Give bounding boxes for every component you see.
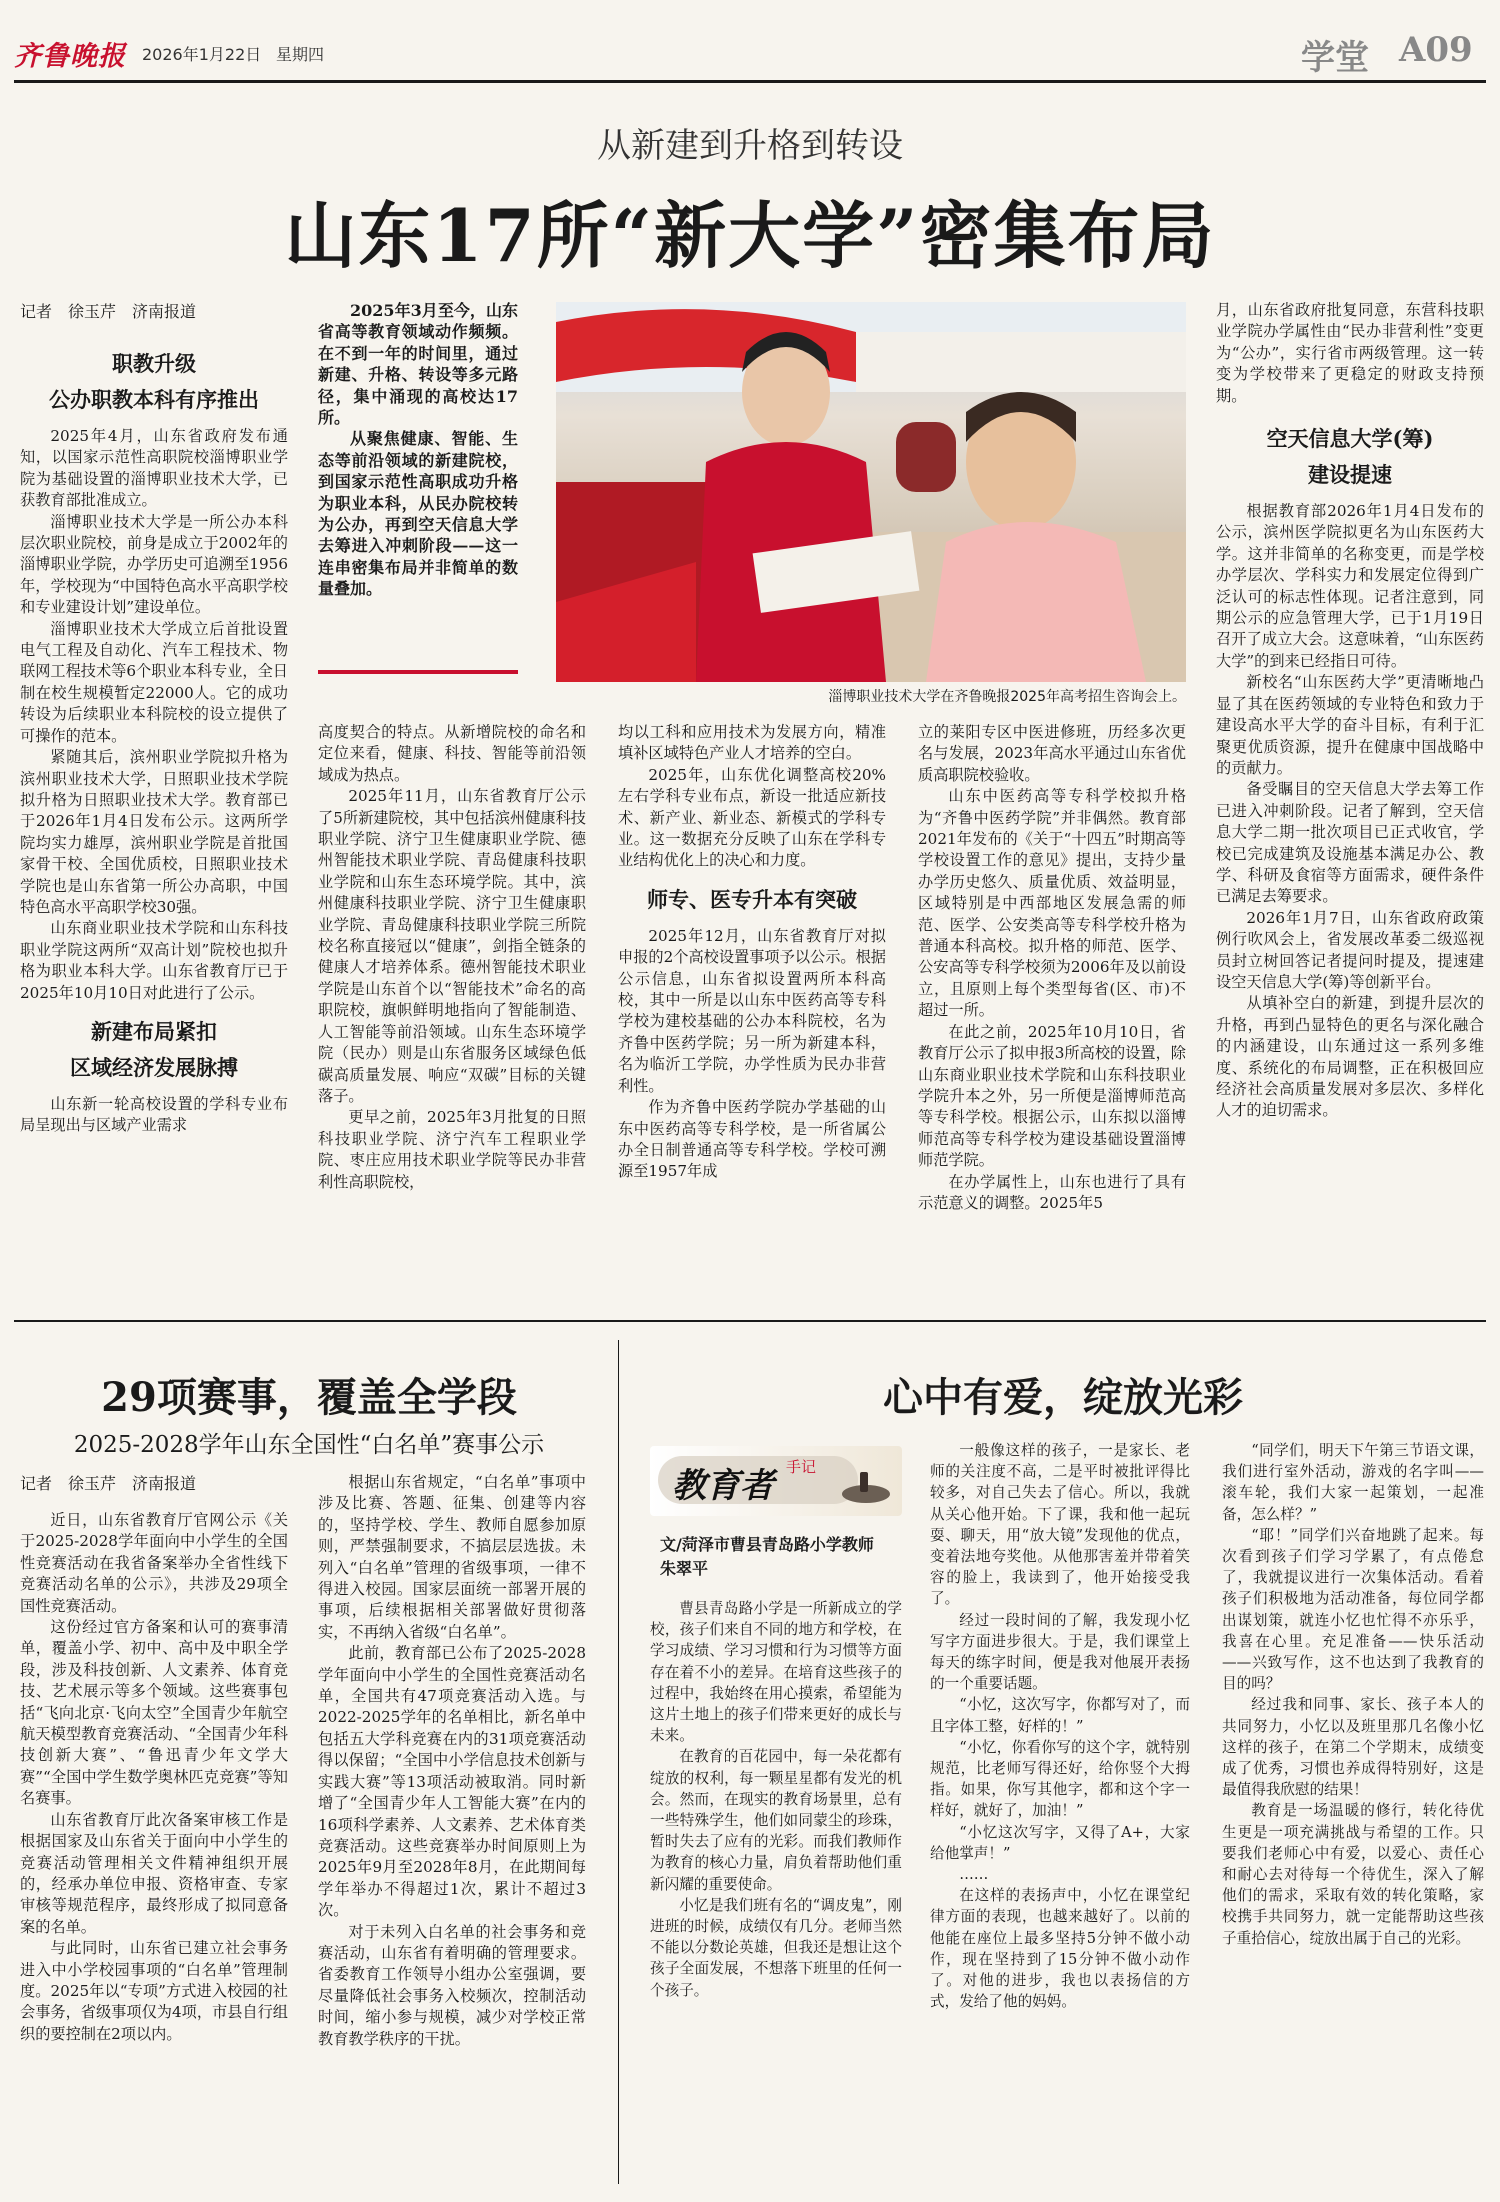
paragraph: 在办学属性上，山东也进行了具有示范意义的调整。2025年5	[918, 1172, 1186, 1212]
paragraph: 与此同时，山东省已建立社会事务进入中小学校园事项的“白名单”管理制度。2025年以“专项”方式进入校园的社会事务，省级事项仅为4项，市县自行组织的要控制在2项以内。	[20, 1939, 288, 2043]
subhead-layout-2: 区域经济发展脉搏	[70, 1054, 238, 1080]
paragraph: “小忆这次写字，又得了A+，大家给他掌声！”	[930, 1823, 1190, 1862]
paragraph: 作为齐鲁中医药学院办学基础的山东中医药高等专科学校，是一所省属公办全日制普通高等专科学校。学校可溯源至1957年成	[618, 1098, 886, 1181]
header-rule	[14, 80, 1486, 83]
paragraph: 新校名“山东医药大学”更清晰地凸显了其在医药领域的专业特色和致力于建设高水平大学的奋斗目标，有利于汇聚更优质资源，提升在健康中国战略中的贡献力。	[1216, 673, 1484, 777]
article3-author-line1: 文/菏泽市曹县青岛路小学教师	[660, 1535, 874, 1554]
paragraph: 近日，山东省教育厅官网公示《关于2025-2028学年面向中小学生的全国性竞赛活动在我省备案举办全省性线下竞赛活动名单的公示》，共涉及29项全国性竞赛活动。	[20, 1511, 288, 1615]
article2-byline: 记者 徐玉芹 济南报道	[20, 1474, 197, 1493]
issue-date: 2026年1月22日	[142, 45, 262, 64]
masthead	[14, 28, 1486, 76]
paragraph: 均以工科和应用技术为发展方向，精准填补区域特色产业人才培养的空白。	[618, 723, 886, 763]
paragraph: 2025年11月，山东省教育厅公示了5所新建院校，其中包括滨州健康科技职业学院、济宁卫生健康职业学院、德州智能技术职业学院、青岛健康科技职业学院和山东生态环境学院。其中，滨州健康科技职业学院、济宁卫生健康职业学院、青岛健康科技职业学院三所院校名称直接冠以“健康”，剑指全链条的健康人才培养体系。德州智能技术职业学院是山东首个以“智能技术”命名的高职院校，旗帜鲜明地指向了智能制造、人工智能等前沿领域。山东生态环境学院（民办）则是山东省服务区域绿色低碳高质量发展、响应“双碳”目标的关键落子。	[318, 787, 586, 1105]
paragraph: 山东商业职业技术学院和山东科技职业学院这两所“双高计划”院校也拟升格为职业本科大学。山东省教育厅已于2025年10月10日对此进行了公示。	[20, 919, 288, 1002]
paragraph: 此前，教育部已公布了2025-2028学年面向中小学生的全国性竞赛活动名单，全国共有47项竞赛活动入选。与2022-2025学年的名单相比，新名单中包括五大学科竞赛在内的31项竞赛活动得以保留；“全国中小学信息技术创新与实践大赛”等13项活动被取消。同时新增了“全国青少年人工智能大赛”在内的16项科学素养、人文素养、艺术体育类竞赛活动。这些竞赛举办时间原则上为2025年9月至2028年8月，在此期间每学年举办不得超过1次，累计不超过3次。	[318, 1644, 586, 1920]
paragraph: 山东省教育厅此次备案审核工作是根据国家及山东省关于面向中小学生的竞赛活动管理相关文件精神组织开展的，经承办单位申报、资格审查、专家审核等规范程序，最终形成了拟同意备案的名单。	[20, 1810, 288, 1936]
paragraph: 2026年1月7日，山东省政府政策例行吹风会上，省发展改革委二级巡视员封立树回答记者提问时提及，提速建设空天信息大学(筹)等创新平台。	[1216, 908, 1484, 991]
paragraph: 山东新一轮高校设置的学科专业布局呈现出与区域产业需求	[20, 1094, 288, 1135]
paragraph: ……	[959, 1866, 989, 1884]
column-badge	[650, 1446, 902, 1516]
article3-title: 心中有爱，绽放光彩	[883, 1374, 1243, 1421]
paragraph: 根据山东省规定，“白名单”事项中涉及比赛、答题、征集、创建等内容的，坚持学校、学生、教师自愿参加原则，严禁强制要求，不搞层层选拔。未列入“白名单”管理的省级事项，一律不得进入校园。国家层面统一部署开展的事项，后续根据相关部署做好贯彻落实，不再纳入省级“白名单”。	[318, 1473, 586, 1641]
subhead-layout: 新建布局紧扣	[91, 1018, 217, 1044]
paragraph: 备受瞩目的空天信息大学去筹工作已进入冲刺阶段。记者了解到，空天信息大学二期一批次项目已正式收官，学校已完成建筑及设施基本满足办公、教学、科研及食宿等方面需求，硬件条件已满足去筹要求。	[1216, 780, 1484, 906]
paragraph: 一般像这样的孩子，一是家长、老师的关注度不高，二是平时被批评得比较多，对自己失去了信心。所以，我就从关心他开始。下了课，我和他一起玩耍、聊天，用“放大镜”发现他的优点，变着法地夸奖他。从他那害羞并带着笑容的脸上，我读到了，他开始接受我了。	[930, 1442, 1190, 1608]
subhead-vocational: 职教升级	[112, 351, 196, 376]
article1-column-4	[918, 722, 1186, 1300]
paragraph: 经过我和同事、家长、孩子本人的共同努力，小忆以及班里那几名像小忆这样的孩子，在第二个学期末，成绩变成了优秀，习惯也养成得特别好，这是最值得我欣慰的结果！	[1222, 1696, 1484, 1799]
article1-title: 山东17所“新大学”密集布局	[284, 193, 1216, 278]
paragraph: 高度契合的特点。从新增院校的命名和定位来看，健康、科技、智能等前沿领域成为热点。	[318, 723, 586, 784]
article1-photo	[556, 302, 1186, 682]
paragraph: 在这样的表扬声中，小忆在课堂纪律方面的表现，也越来越好了。以前的他能在座位上最多坚持5分钟不做小动作，现在坚持到了15分钟不做小动作了。对他的进步，我也以表扬信的方式，发给了他的妈妈。	[930, 1887, 1190, 2011]
article1-column-1	[20, 300, 288, 1300]
article2-column-2	[318, 1472, 586, 2184]
article1-kicker: 从新建到升格到转设	[597, 126, 903, 166]
paragraph: 淄博职业技术大学是一所公办本科层次职业院校，前身是成立于2002年的淄博职业学院，办学历史可追溯至1956年，学校现为“中国特色高水平高职学校和专业建设计划”建设单位。	[20, 512, 288, 617]
column-name: 教育者	[672, 1466, 774, 1506]
paragraph: 小忆是我们班有名的“调皮鬼”，刚进班的时候，成绩仅有几分。老师当然不能以分数论英雄，但我还是想让这个孩子全面发展，不想落下班里的任何一个孩子。	[650, 1896, 902, 1999]
lead-underline	[318, 670, 518, 674]
paragraph: “小忆，这次写字，你都写对了，而且字体工整，好样的！”	[930, 1696, 1190, 1735]
article1-byline: 记者 徐玉芹 济南报道	[20, 302, 197, 321]
article3-column-2	[930, 1440, 1190, 2184]
paragraph: 这份经过官方备案和认可的赛事清单，覆盖小学、初中、高中及中职全学段，涉及科技创新、人文素养、体育竞技、艺术展示等多个领域。这些赛事包括“飞向北京·飞向太空”全国青少年航空航天模型教育竞赛活动、“全国青少年科技创新大赛”、“鲁迅青少年文学大赛”“全国中学生数学奥林匹克竞赛”等知名赛事。	[20, 1618, 288, 1808]
article2-column-1	[20, 1472, 288, 2184]
paragraph: 在教育的百花园中，每一朵花都有绽放的权利，每一颗星星都有发光的机会。然而，在现实的教育场景里，总有一些特殊学生，他们如同蒙尘的珍珠，暂时失去了应有的光彩。而我们教师作为教育的核心力量，肩负着帮助他们重新闪耀的重要使命。	[650, 1748, 902, 1893]
paragraph: 月，山东省政府批复同意，东营科技职业学院办学属性由“民办非营利性”变更为“公办”，实行省市两级管理。这一转变为学校带来了更稳定的财政支持预期。	[1216, 301, 1484, 405]
article3-column-3	[1222, 1440, 1484, 2184]
paragraph: 山东中医药高等专科学校拟升格为“齐鲁中医药学院”并非偶然。教育部2021年发布的《关于“十四五”时期高等学校设置工作的意见》提出，支持少量办学历史悠久、质量优质、效益明显，区域特别是中西部地区发展急需的师范、医学、公安类高等专科学校升格为普通本科高校。拟升格的师范、医学、公安高等专科学校须为2006年及以前设立，且原则上每个类型每省(区、市)不超过一所。	[918, 787, 1186, 1020]
paragraph: 根据教育部2026年1月4日发布的公示，滨州医学院拟更名为山东医药大学。这并非简单的名称变更，而是学校办学层次、学科实力和发展定位得到广泛认可的标志性体现。记者注意到，同期公示的应急管理大学，已于1月19日召开了成立大会。这意味着，“山东医药大学”的到来已经指日可待。	[1216, 502, 1484, 670]
section-name: 学堂	[1301, 38, 1369, 78]
article2-subtitle: 2025-2028学年山东全国性“白名单”赛事公示	[73, 1432, 545, 1458]
photo-caption: 淄博职业技术大学在齐鲁晚报2025年高考招生咨询会上。	[828, 689, 1186, 705]
paragraph: 教育是一场温暖的修行，转化待优生更是一项充满挑战与希望的工作。只要我们老师心中有爱，以爱心、责任心和耐心去对待每一个待优生，深入了解他们的需求，采取有效的转化策略，家校携手共同努力，就一定能帮助这些孩子重拾信心，绽放出属于自己的光彩。	[1222, 1802, 1484, 1947]
article3-author-line2: 朱翠平	[660, 1559, 709, 1578]
article1-column-5	[1216, 300, 1484, 1300]
paragraph: 2025年，山东优化调整高校20%左右学科专业布点，新设一批适应新技术、新产业、新业态、新模式的学科专业。这一数据充分反映了山东在学科专业结构优化上的决心和力度。	[618, 765, 886, 870]
paragraph: 曹县青岛路小学是一所新成立的学校，孩子们来自不同的地方和学校，在学习成绩、学习习惯和行为习惯等方面存在着不小的差异。在培育这些孩子的过程中，我始终在用心摸索，希望能为这片土地上的孩子们带来更好的成长与未来。	[650, 1600, 902, 1745]
paragraph: 在此之前，2025年10月10日，省教育厅公示了拟申报3所高校的设置，除山东商业职业技术学院和山东科技职业学院升本之外，另一所便是淄博师范高等专科学校。根据公示，山东拟以淄博师范高等专科学校为建设基础设置淄博师范学院。	[918, 1022, 1186, 1170]
article-divider	[618, 1340, 619, 2184]
paragraph: 2025年4月，山东省政府发布通知，以国家示范性高职院校淄博职业学院为基础设置的淄博职业技术大学，已获教育部批准成立。	[20, 427, 288, 510]
paragraph: “耶！”同学们兴奋地跳了起来。每次看到孩子们学习学累了，有点倦怠了，我就提议进行一次集体活动。看着孩子们积极地为活动准备，每位同学都出谋划策，就连小忆也忙得不亦乐乎，我喜在心里。充足准备——快乐活动——兴致写作，这不也达到了我教育的目的吗？	[1222, 1526, 1484, 1693]
paragraph: 从填补空白的新建，到提升层次的升格，再到凸显特色的更名与深化融合的内涵建设，山东通过这一系列多维度、系统化的布局调整，正在积极回应经济社会高质量发展对多层次、多样化人才的迫切需求。	[1216, 994, 1484, 1120]
paragraph: 淄博职业技术大学成立后首批设置电气工程及自动化、汽车工程技术、物联网工程技术等6个职业本科专业，全日制在校生规模暂定22000人。它的成功转设为后续职业本科院校的设立提供了可操作的范本。	[20, 619, 288, 745]
paragraph: “同学们，明天下午第三节语文课，我们进行室外活动，游戏的名字叫——滚车轮，我们大家一起策划，一起准备，怎么样？”	[1222, 1442, 1484, 1523]
article1-column-3	[618, 722, 886, 1300]
photo-scene	[556, 302, 1186, 682]
lead-paragraph: 从聚焦健康、智能、生态等前沿领域的新建院校，到国家示范性高职成功升格为职业本科，从民办院校转为公办，再到空天信息大学去筹进入冲刺阶段——这一连串密集布局并非简单的数量叠加。	[318, 429, 518, 599]
paragraph: “小忆，你看你写的这个字，就特别规范，比老师写得还好，给你竖个大拇指。如果，你写其他字，都和这个字一样好，就好了，加油！”	[930, 1738, 1190, 1820]
paragraph: 立的莱阳专区中医进修班，历经多次更名与发展，2023年高水平通过山东省优质高职院校验收。	[918, 723, 1186, 784]
paragraph: 更早之前，2025年3月批复的日照科技职业学院、济宁汽车工程职业学院、枣庄应用技术职业学院等民办非营利性高职院校，	[318, 1108, 586, 1191]
issue-weekday: 星期四	[276, 45, 325, 64]
page-number: A09	[1399, 30, 1473, 70]
paragraph: 经过一段时间的了解，我发现小忆写字方面进步很大。于是，我们课堂上每天的练字时间，便是我对他展开表扬的一个重要话题。	[930, 1611, 1190, 1693]
article2-title: 29项赛事，覆盖全学段	[101, 1374, 517, 1421]
paper-logo: 齐鲁晚报	[14, 41, 126, 72]
column-suffix: 手记	[786, 1458, 817, 1476]
subhead-vocational-2: 公办职教本科有序推出	[49, 387, 259, 412]
article1-column-2	[318, 722, 586, 1300]
paragraph: 2025年12月，山东省教育厅对拟申报的2个高校设置事项予以公示。根据公示信息，山东省拟设置两所本科高校，其中一所是以山东中医药高等专科学校为建校基础的公办本科院校，名为齐鲁中医药学院；另一所为新建本科，名为临沂工学院，办学性质为民办非营利性。	[618, 926, 886, 1095]
paragraph: 紧随其后，滨州职业学院拟升格为滨州职业技术大学，日照职业技术学院拟升格为日照职业技术大学。教育部已于2026年1月4日发布公示。这两所学院均实力雄厚，滨州职业学院是首批国家骨干校、全国优质校，日照职业技术学院也是山东省第一所公办高职，中国特色高水平高职学校30强。	[20, 748, 288, 916]
paragraph: 对于未列入白名单的社会事务和竞赛活动，山东省有着明确的管理要求。省委教育工作领导小组办公室强调，要尽量降低社会事务入校频次，控制活动时间，缩小参与规模，减少对学校正常教育教学秩序的干扰。	[318, 1922, 586, 2048]
article1-lead	[318, 300, 518, 678]
article3-column-1	[650, 1598, 902, 2184]
subhead-upgrade: 师专、医专升本有突破	[647, 886, 857, 912]
ink-stone-icon	[840, 1470, 892, 1506]
subhead-aerospace-2: 建设提速	[1308, 462, 1392, 488]
subhead-aerospace: 空天信息大学(筹)	[1266, 426, 1434, 452]
lead-paragraph: 2025年3月至今，山东省高等教育领域动作频频。在不到一年的时间里，通过新建、升格、转设等多元路径，集中涌现的高校达17所。	[318, 301, 518, 428]
section-divider	[14, 1320, 1486, 1322]
